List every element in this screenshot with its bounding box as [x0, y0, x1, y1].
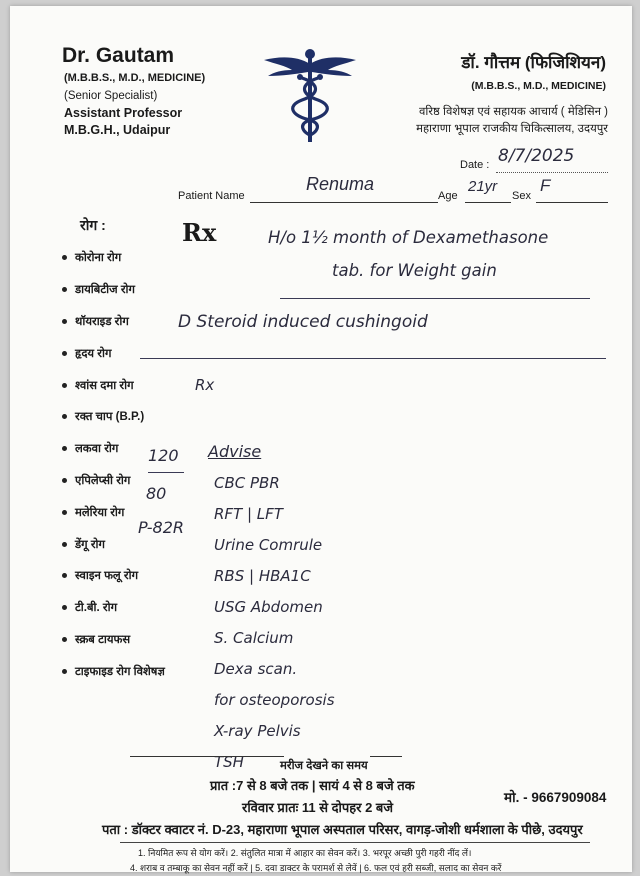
bullet-icon — [62, 573, 67, 578]
list-item — [62, 274, 202, 306]
bullet-icon — [62, 542, 67, 547]
list-item — [62, 401, 202, 433]
disease-heading: रोग : — [80, 217, 106, 233]
date-label: Date : — [460, 159, 490, 171]
bullet-icon — [62, 414, 67, 419]
rx-second-mark: Rx — [195, 376, 215, 394]
bp-systolic: 120 — [148, 446, 179, 465]
history-line-2: tab. for Weight gain — [332, 261, 497, 280]
prescription-sheet — [10, 6, 632, 872]
list-item: Urine Comrule — [214, 536, 323, 554]
disease-label: डायबिटीज रोग — [75, 284, 136, 297]
bullet-icon — [62, 446, 67, 451]
disease-label: श्वांस दमा रोग — [75, 379, 134, 392]
age-underline — [465, 202, 511, 203]
doctor-post-hindi: वरिष्ठ विशेषज्ञ एवं सहायक आचार्य ( मेडिसिन ) — [418, 106, 608, 118]
advise-heading: Advise — [208, 442, 262, 461]
list-item — [62, 433, 202, 465]
list-item: X-ray Pelvis — [214, 722, 301, 740]
list-item — [62, 560, 202, 592]
footer-divider-left — [130, 756, 284, 757]
sex-value[interactable]: F — [540, 176, 551, 195]
list-item — [62, 592, 202, 624]
date-underline — [496, 172, 608, 173]
disease-label: रक्त चाप (B.P.) — [75, 411, 145, 424]
doctor-post-english: Assistant Professor — [64, 106, 183, 120]
patient-name-label: Patient Name — [178, 190, 245, 202]
date-value[interactable]: 8/7/2025 — [498, 146, 575, 166]
sex-underline — [536, 202, 608, 203]
disease-label: कोरोना रोग — [75, 252, 122, 265]
pulse-value: P-82R — [138, 518, 185, 537]
patient-name-underline — [250, 202, 438, 203]
list-item: USG Abdomen — [214, 598, 323, 616]
disease-label: टाइफाइड रोग विशेषज्ञ — [75, 665, 165, 678]
bullet-icon — [62, 383, 67, 388]
bullet-icon — [62, 319, 67, 324]
advised-tests-list — [214, 474, 335, 784]
timing-weekday: प्रात :7 से 8 बजे तक | सायं 4 से 8 बजे तक — [210, 778, 415, 793]
list-item: TSH — [214, 753, 244, 771]
diagnosis-text: D Steroid induced cushingoid — [178, 312, 428, 332]
list-item — [62, 655, 202, 687]
disease-label: डेंगू रोग — [75, 538, 105, 551]
list-item: S. Calcium — [214, 629, 294, 647]
bp-diastolic: 80 — [146, 484, 167, 503]
bullet-icon — [62, 637, 67, 642]
institute-english: M.B.G.H., Udaipur — [64, 123, 171, 137]
disease-label: मलेरिया रोग — [75, 506, 125, 519]
pen-underline — [280, 298, 590, 299]
disease-label: हृदय रोग — [75, 347, 112, 360]
clinic-address: पता : डॉक्टर क्वाटर नं. D-23, महाराणा भूपाल अस्पताल परिसर, वागड़-जोशी धर्मशाला के पीछे, उदयपुर — [102, 822, 583, 837]
health-notes-line-1: 1. नियमित रूप से योग करें। 2. संतुलित मात्रा में आहार का सेवन करें। 3. भरपूर अच्छी पुरी गहरी नींद लें। — [138, 848, 472, 858]
disease-list — [62, 242, 202, 687]
sex-label: Sex — [512, 190, 531, 202]
age-value[interactable]: 21yr — [468, 178, 498, 195]
footer-divider-right — [370, 756, 402, 757]
timing-heading: मरीज देखने का समय — [280, 760, 368, 772]
caduceus-icon — [262, 46, 358, 151]
bullet-icon — [62, 478, 67, 483]
doctor-name-english: Dr. Gautam — [62, 44, 175, 67]
health-notes-line-2: 4. शराब व तम्बाकू का सेवन नहीं करें | 5. दवा डाक्टर के परामर्श से लेवें | 6. फल एवं हरी सब्जी, सलाद का सेवन करें — [130, 863, 502, 873]
bullet-icon — [62, 351, 67, 356]
list-item — [62, 369, 202, 401]
rx-symbol: Rx — [182, 218, 217, 247]
mobile-number[interactable]: मो. - 9667909084 — [504, 790, 607, 805]
patient-name-value[interactable]: Renuma — [306, 174, 375, 194]
list-item: RBS | HBA1C — [214, 567, 311, 585]
doctor-degrees-hindi-side: (M.B.B.S., M.D., MEDICINE) — [471, 80, 606, 92]
institute-hindi: महाराणा भूपाल राजकीय चिकित्सालय, उदयपुर — [416, 123, 608, 135]
bullet-icon — [62, 255, 67, 260]
bp-fraction-line — [148, 472, 184, 473]
list-item — [62, 337, 202, 369]
history-line-1: H/o 1½ month of Dexamethasone — [268, 228, 549, 247]
disease-label: स्क्रब टायफस — [75, 633, 131, 646]
list-item — [62, 242, 202, 274]
pen-divider-line — [140, 358, 606, 359]
disease-label: एपिलेप्सी रोग — [75, 474, 131, 487]
doctor-name-hindi: डॉ. गौत्तम (फिजिशियन) — [461, 53, 606, 72]
list-item — [62, 624, 202, 656]
disease-label: लकवा रोग — [75, 443, 119, 456]
bullet-icon — [62, 669, 67, 674]
disease-label: टी.बी. रोग — [75, 602, 118, 615]
doctor-degrees-english: (M.B.B.S., M.D., MEDICINE) — [64, 72, 206, 84]
doctor-specialist-english: (Senior Specialist) — [64, 90, 158, 102]
age-label: Age — [438, 190, 458, 202]
bullet-icon — [62, 287, 67, 292]
disease-label: थॉयराइड रोग — [75, 315, 129, 328]
bullet-icon — [62, 510, 67, 515]
list-item: CBC PBR — [214, 474, 280, 492]
timing-sunday: रविवार प्रातः 11 से दोपहर 2 बजे — [242, 800, 393, 815]
list-item — [62, 465, 202, 497]
bullet-icon — [62, 605, 67, 610]
list-item: Dexa scan. — [214, 660, 298, 678]
list-item: RFT | LFT — [214, 505, 283, 523]
footer-rule — [120, 842, 590, 843]
list-item: for osteoporosis — [214, 691, 335, 709]
disease-label: स्वाइन फलू रोग — [75, 570, 139, 583]
